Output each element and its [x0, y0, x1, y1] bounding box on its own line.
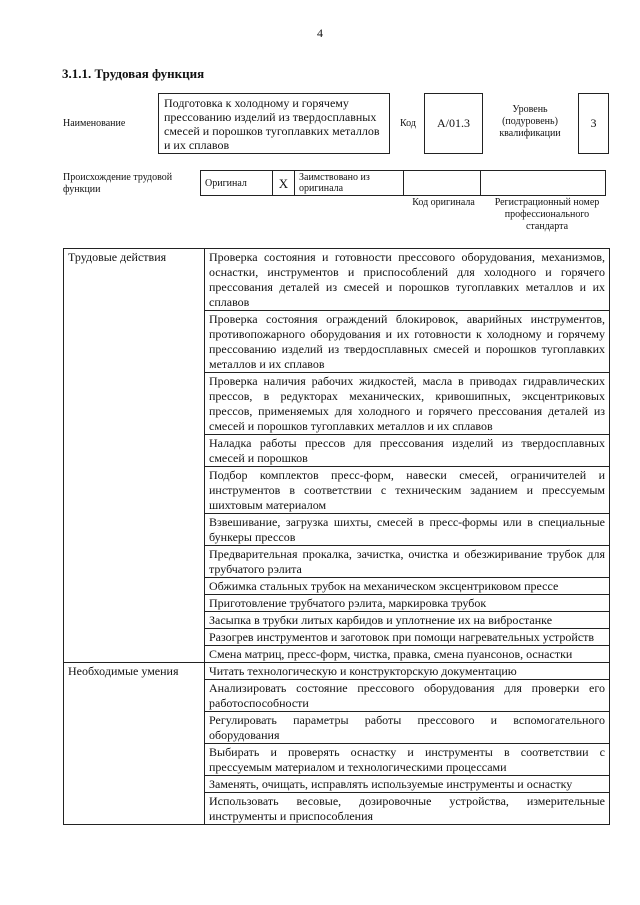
section-label: Необходимые умения: [64, 663, 205, 825]
page-number: 4: [317, 26, 323, 40]
original-code-cell: [404, 171, 481, 196]
section-item: Разогрев инструментов и заготовок при помощи нагревательных устройств: [205, 629, 610, 646]
section-item: Предварительная прокалка, зачистка, очистка и обезжиривание трубок для трубчатого рэлита: [205, 546, 610, 578]
function-name-box: Подготовка к холодному и горячему прессованию изделий из твердосплавных смесей и порошков тугоплавких металлов и их сплавов: [158, 93, 390, 154]
section-item: Заменять, очищать, исправлять используемые инструменты и оснастку: [205, 776, 610, 793]
section-item: Использовать весовые, дозировочные устройства, измерительные инструменты и приспособления: [205, 793, 610, 825]
section-item: Наладка работы прессов для прессования изделий из твердосплавных смесей и порошков: [205, 435, 610, 467]
section-item: Выбирать и проверять оснастку и инструменты в соответствии с прессуемым материалом и технологическими процессами: [205, 744, 610, 776]
qualification-level-label: Уровень (подуровень) квалификации: [499, 104, 561, 139]
section-item: Проверка наличия рабочих жидкостей, масла в приводах гидравлических прессов, в редукторах механических, кривошипных, эксцентриковых прессов, применяемых для холодного и горячего прессования деталей из смесей и порошков тугоплавких металлов и их сплавов: [205, 373, 610, 435]
original-code-caption: Код оригинала: [412, 197, 475, 208]
section-title: 3.1.1. Трудовая функция: [62, 66, 205, 81]
section-item: Подбор комплектов пресс-форм, навески смесей, ограничителей и инструментов в соответствии с техническим заданием и прессуемым шихтовым материалом: [205, 467, 610, 514]
section-item: Анализировать состояние прессового оборудования для проверки его работоспособности: [205, 680, 610, 712]
labor-function-table: [63, 248, 610, 825]
original-cell: Оригинал: [201, 171, 273, 196]
section-item: Регулировать параметры работы прессового и вспомогательного оборудования: [205, 712, 610, 744]
borrowed-cell: Заимствовано из оригинала: [295, 171, 404, 196]
origin-label: Происхождение трудовой функции: [63, 172, 173, 195]
section-item: Читать технологическую и конструкторскую документацию: [205, 663, 610, 680]
section-item: Проверка состояния и готовности прессового оборудования, механизмов, оснастки, инструментов и приспособлений для холодного и горячего прессования деталей из смесей и порошков тугоплавких металлов и их сплавов: [205, 249, 610, 311]
qualification-level-box: 3: [578, 93, 609, 154]
original-mark: X: [273, 171, 295, 196]
section-item: Засыпка в трубки литых карбидов и уплотнение их на вибростанке: [205, 612, 610, 629]
section-label: Трудовые действия: [64, 249, 205, 663]
labor-function-table-body: [64, 249, 610, 825]
section-item: Обжимка стальных трубок на механическом эксцентриковом прессе: [205, 578, 610, 595]
table-row: [64, 249, 610, 311]
section-item: Взвешивание, загрузка шихты, смесей в пресс-формы или в специальные бункеры прессов: [205, 514, 610, 546]
code-label: Код: [400, 118, 416, 129]
table-row: [64, 663, 610, 680]
section-item: Приготовление трубчатого рэлита, маркировка трубок: [205, 595, 610, 612]
origin-table: [200, 170, 606, 196]
registration-number-cell: [481, 171, 606, 196]
registration-number-caption: Регистрационный номер профессионального стандарта: [494, 197, 600, 232]
section-item: Смена матриц, пресс-форм, чистка, правка, смена пуансонов, оснастки: [205, 646, 610, 663]
function-code-box: A/01.3: [424, 93, 483, 154]
section-item: Проверка состояния ограждений блокировок, аварийных инструментов, противопожарного оборудования и их готовности к холодному и горячему прессованию изделий из твердосплавных смесей и порошков тугоплавких металлов и их сплавов: [205, 311, 610, 373]
name-label: Наименование: [63, 118, 126, 129]
